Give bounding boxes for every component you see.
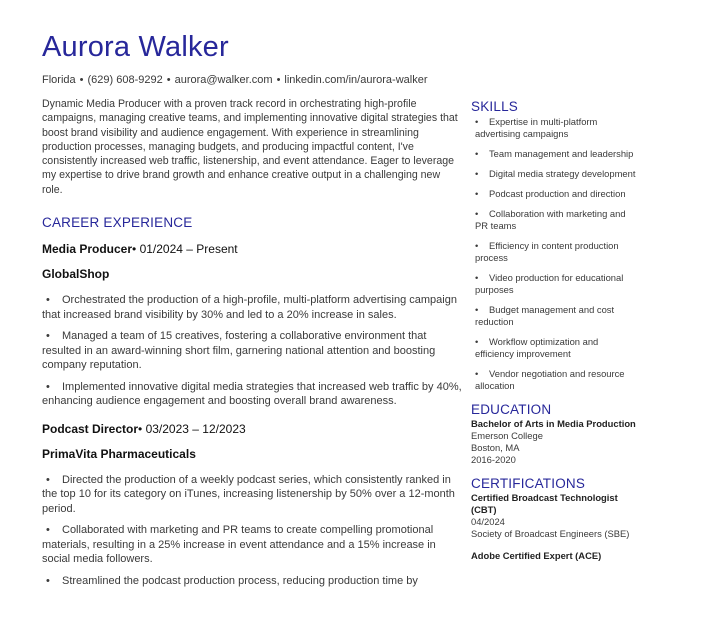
skill-item: • Expertise in multi-platform advertising campaigns (475, 116, 598, 139)
bullet-item: • Orchestrated the production of a high-profile, multi-platform advertising campaign that increased brand visibility by 30% and led to a 20% increase in sales. (42, 294, 457, 321)
certification-name: Certified Broadcast Technologist (CBT) (471, 492, 618, 515)
job-dates: • 03/2023 – 12/2023 (138, 421, 246, 436)
job-company: PrimaVita Pharmaceuticals (42, 446, 196, 461)
skill-item: • Collaboration with marketing and PR teams (475, 208, 626, 231)
bullet-item: • Directed the production of a weekly podcast series, which consistently ranked in the top 10 for its category on iTunes, increasing listenership by 50% over a 12-month period. (42, 473, 455, 515)
job-entry (42, 241, 462, 409)
job-role: Podcast Director (42, 421, 139, 436)
education-location: Boston, MA (471, 442, 520, 453)
education-degree: Bachelor of Arts in Media Production (471, 418, 636, 429)
job-bullets (42, 293, 462, 409)
bullet-item: • Collaborated with marketing and PR teams to create compelling promotional materials, resulting in a 25% increase in event attendance and a 15% increase in social media followers. (42, 524, 436, 565)
bullet-item: • Managed a team of 15 creatives, fostering a collaborative environment that resulted in an award-winning short film, garnering national attention and boosting company reputation. (42, 330, 436, 371)
education-school: Emerson College (471, 430, 543, 441)
job-dates: • 01/2024 – Present (132, 242, 238, 256)
job-entry (42, 421, 462, 589)
phone: (629) 608-9292 (87, 74, 163, 86)
skill-item: • Podcast production and direction (475, 188, 626, 199)
email-link[interactable]: aurora@walker.com (174, 74, 273, 86)
location: Florida (42, 74, 76, 86)
skill-item: • Team management and leadership (475, 148, 634, 159)
summary-paragraph: Dynamic Media Producer with a proven track record in orchestrating high-profile campaigns, managing creative teams, and implementing innovative digital strategies that boost brand visibility and audience engagement. With experience in streamlining production processes, managing budgets, and producing impactful content, I've consistently increased web traffic, listenership, and event attendance. Eager to leverage my expertise to drive brand growth and enhance creative output in a challenging new role. (42, 98, 458, 196)
contact-line (42, 74, 427, 86)
skill-item: • Budget management and cost reduction (475, 304, 615, 327)
job-title-line (42, 421, 462, 437)
job-company: GlobalShop (42, 267, 110, 281)
bullet-item: • Streamlined the podcast production process, reducing production time by (46, 574, 418, 587)
job-title-line (42, 241, 462, 257)
experience-section (42, 215, 462, 595)
separator: • (166, 74, 171, 86)
education-years: 2016-2020 (471, 454, 516, 465)
job-role: Media Producer (42, 242, 133, 256)
certification-entry (471, 492, 636, 540)
certification-name: Adobe Certified Expert (ACE) (471, 550, 602, 561)
skill-item: • Video production for educational purposes (475, 272, 624, 295)
separator: • (276, 74, 281, 86)
job-bullets (42, 473, 462, 589)
section-title-education: EDUCATION (471, 402, 552, 417)
skill-item: • Efficiency in content production process (475, 240, 619, 263)
certification-entry (471, 550, 636, 562)
section-title-certifications: CERTIFICATIONS (471, 476, 586, 491)
skill-item: • Vendor negotiation and resource allocation (475, 368, 625, 391)
certification-date: 04/2024 (471, 516, 505, 527)
separator: • (79, 74, 84, 86)
skill-item: • Digital media strategy development (475, 168, 636, 179)
linkedin-link[interactable]: linkedin.com/in/aurora-walker (284, 74, 428, 86)
section-title-skills: SKILLS (471, 99, 518, 114)
bullet-item: • Implemented innovative digital media strategies that increased web traffic by 40%, enhancing audience engagement and boosting overall brand awareness. (42, 380, 462, 407)
education-entry (471, 418, 636, 466)
skill-item: • Workflow optimization and efficiency improvement (475, 336, 599, 359)
skills-list (471, 116, 636, 392)
candidate-name: Aurora Walker (42, 31, 229, 63)
section-title-experience: CAREER EXPERIENCE (42, 215, 193, 230)
sidebar-column (471, 99, 636, 562)
certification-issuer: Society of Broadcast Engineers (SBE) (471, 528, 630, 539)
